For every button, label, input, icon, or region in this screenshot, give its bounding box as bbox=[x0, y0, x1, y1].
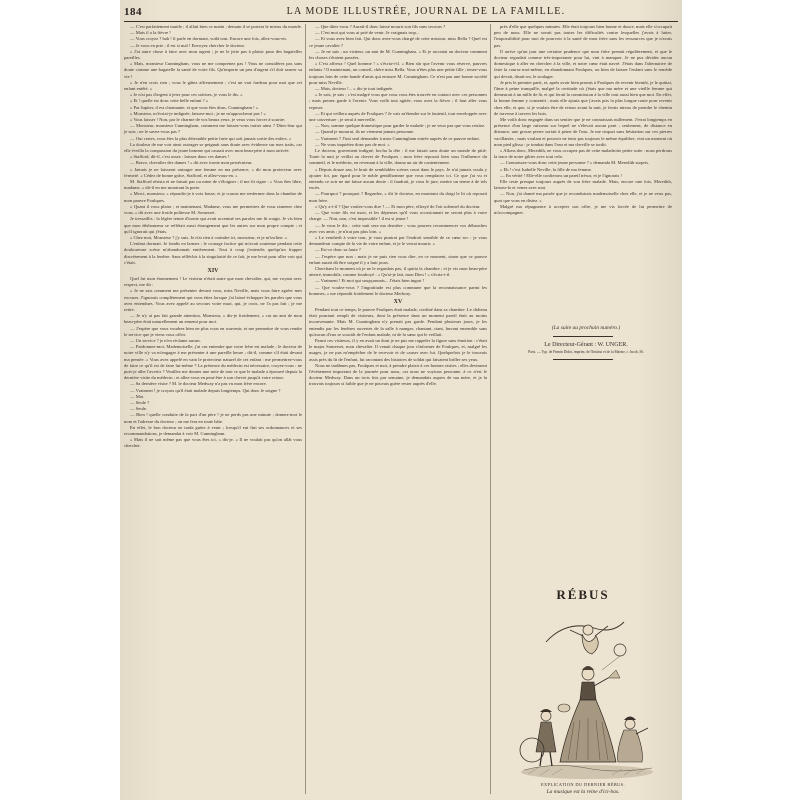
paragraph: — Connaissez-vous donc cette jeune personne ? » demanda M. Meredith surpris. bbox=[500, 160, 650, 166]
paragraph: — Mais, docteur !... » dis-je tout indignée. bbox=[315, 86, 394, 92]
col1-chapter-paragraphs bbox=[124, 276, 302, 450]
printer-imprint: Paris. — Typ. de Firmin Didot, imprim. de l'Institut et de la Marine, r. Jacob, 56. bbox=[528, 350, 644, 354]
paragraph: — J'espère que vous voudrez bien ne plus vous en souvenir, et me permettre de vous rendre le service que je viens vous offrir. bbox=[124, 325, 302, 337]
right-child-figure bbox=[618, 717, 648, 763]
tambourine bbox=[558, 704, 570, 712]
paragraph: « C'est affreux ! Quel homme ! » s'écria-t-il. « Bien sûr que l'avenir vous réserve, pauvres enfants ! Il maintenant, un conseil, chère miss Bella. Vous n'êtes plus une petite fille ; tenez-vous toujours loin de cette bande d'amis qui entoure M. Cunningham. Ce n'est pas une bonne société pour miss Neville. bbox=[309, 61, 487, 85]
paragraph: Cherchant le moment où je ne le regardais pas, il quitta la chambre ; et je vis mon beau-père atterré, immobile, comme foudroyé : « Qu'ai-je fait, mon Dieu ! » s'écria-t-il. bbox=[309, 265, 487, 278]
paragraph: — Est-ce donc sa faute ? bbox=[315, 247, 361, 253]
paragraph: « Je n'ai pas d'argent à jeter pour ces sottises, je vous le dis. » bbox=[130, 92, 243, 98]
paragraph: L'enfant dormait. Je fondis en larmes ; le courage factice qui m'avait soutenue pendant cette douloureuse scène m'abandonnait entièrement. Tout à coup j'entendis quelqu'un frapper discrètement à la fenêtre. Sans réfléchir à la singularité de ce fait, je me levai pour aller voir qui c'était. bbox=[124, 241, 302, 265]
lady-hair bbox=[582, 666, 594, 670]
paragraph: Quel fut mon étonnement ! Le visiteur n'était autre que mon chevalier, qui, me voyant avec respect, me dit : bbox=[124, 275, 302, 288]
paragraph: Je tressaillis : la légère teinte d'ironie qui avait accentué ses paroles me fit rougir. Je vis bien que mon déshonneur se reflétait aussi étrangement que les autres sur mon propre compte ; et qu'il ignorait qui j'étais. bbox=[124, 216, 302, 234]
paragraph: — Je n'y ai pas fait grande attention, Monsieur, » dis-je froidement, « car un ami de mon beau-père était naturellement un ennemi pour moi. bbox=[124, 313, 302, 325]
rebus-caption bbox=[494, 782, 672, 794]
left-child-head bbox=[541, 711, 551, 721]
paragraph: M. Stafford résista et ne faisait pas ou mine de s'éloigner ; il me fit signe : « Vous êtes libre, madame, » dit-il en me montrant la porte. bbox=[124, 179, 302, 191]
child-head bbox=[583, 625, 593, 635]
child-dress bbox=[582, 634, 598, 654]
paragraph: « Monsieur, m'écriai-je indignée, laissez-moi ; je ne m'approcherai pas ! » bbox=[130, 110, 266, 116]
paragraph: — Pourquoi ? pourquoi ? Regardez, » dit le docteur, en montrant du doigt le lit où reposait mon frère. bbox=[309, 191, 487, 203]
paragraph: — Bien ! quelle conduite de la part d'un père ! je ne perds pas une minute ; donnez-moi le nom et l'adresse du docteur ; on me fera en toute hâte. bbox=[124, 412, 302, 424]
running-head bbox=[120, 6, 682, 22]
col1-top-paragraphs bbox=[124, 24, 302, 117]
paragraph: — Je ne sais ; un visiteur, un ami de M. Cunningham. » Et je racontai au docteur comment les choses s'étaient passées. bbox=[309, 48, 487, 61]
paragraph: — Monsieur, monsieur Cunningham, comment me laissez-vous traiter ainsi ? Dites-leur qui je suis ; ne le savez-vous pas ? bbox=[124, 123, 302, 135]
rebus-explanation-heading: EXPLICATION DU DERNIER RÉBUS. bbox=[540, 782, 626, 787]
chapter-heading-xv: XV bbox=[393, 298, 403, 305]
text-column-1 bbox=[124, 24, 302, 794]
ground-shadow bbox=[521, 765, 653, 779]
paragraph: « Merci, monsieur, » répondis-je à voix basse, et je courus me renfermer dans la chambre de mon pauvre Foulques. bbox=[124, 191, 302, 203]
paragraph: — Seule. bbox=[130, 406, 148, 412]
lady-arm bbox=[594, 678, 608, 686]
paragraph: En effet, le bon docteur ne tarda guère à venir ; lorsqu'il eut fini ses ordonnances et ses recommandations, je demandai à voir M. Cunningham. bbox=[124, 424, 302, 436]
paragraph: — C'est moi qui vous ai prié de venir. Je craignais trop... bbox=[315, 30, 420, 36]
paragraph: — Je vous le dis : cette nuit sera ma dernière ; vous pourrez recommencer vos débauches avec vos amis ; je n'irai pas plus loin. » bbox=[309, 222, 487, 234]
paragraph: — C'est parfaitement inutile ; il allait bien ce matin ; demain il se portera le mieux du monde. bbox=[130, 24, 302, 29]
balloon-string bbox=[602, 656, 620, 670]
paragraph: — Vous croyez ? bah ! il parle en dormant, voilà tout. Encore une fois, allez-vous-en. bbox=[130, 36, 287, 42]
paragraph: — Vraiment ! je croyais qu'il était malade depuis longtemps. Qui donc le soigne ? bbox=[130, 387, 281, 393]
paragraph: « Chez moi, Monsieur ? j'y suis. Je n'ai rien à craindre ici, monsieur, et je m'incline. » bbox=[130, 234, 288, 240]
text-column-3 bbox=[494, 24, 672, 794]
rebus-title: RÉBUS bbox=[556, 587, 610, 602]
lady-figure bbox=[560, 666, 620, 762]
paragraph: — Moi. bbox=[130, 393, 145, 399]
col2-chapter-paragraphs bbox=[309, 307, 487, 388]
lady-bodice bbox=[580, 682, 596, 700]
paragraph: — J'espère que non ; mais je ne puis rien vous dire, en ce moment, sinon que ce pauvre enfant aurait dû être soigné il y a huit jours. bbox=[309, 253, 487, 265]
rebus-engraving bbox=[516, 612, 658, 780]
paragraph: « Stafford, dit-il, c'est assez : laissez donc ces dames ! bbox=[130, 154, 230, 160]
col3-paragraphs bbox=[494, 24, 672, 324]
journal-title: LA MODE ILLUSTRÉE, JOURNAL DE LA FAMILLE. bbox=[286, 6, 566, 17]
right-child-arm bbox=[636, 728, 648, 734]
right-child-dress bbox=[618, 730, 643, 762]
paragraph: « Je ne sais comment me présenter devant vous, miss Neville, mais vous faire agréer mes excuses. J'ignorais complètement qui vous étiez lorsque j'ai laissé échapper les paroles que vous avez entendues. Vous avez appelé au secours votre mari, qui, je crois, ne l'a pas fait ; je me retire. bbox=[124, 288, 302, 312]
paragraph: « Mais il ne sait même pas que vous êtes ici, » dis-je. « Il ne voulait pas qu'on allât vous chercher. bbox=[124, 437, 302, 449]
paragraph: « Par Jupiter, il est charmante, et que vous êtes donc, Cunningham ! » bbox=[130, 104, 259, 110]
text-column-2 bbox=[309, 24, 487, 794]
paragraph: — Que dites-vous ? Aurait-il donc laissé mourir son fils sans secours ? bbox=[315, 24, 446, 29]
continuation-note: (La suite au prochain numéro.) bbox=[551, 325, 621, 331]
left-child-leg bbox=[550, 752, 552, 766]
col2-top-paragraphs bbox=[309, 24, 487, 297]
fan bbox=[608, 670, 620, 678]
paragraph: Je pris le premier parti, et, après avoir bien promis à Foulques de revenir bientôt, je le quittai, l'âme à peine tranquille, malgré la certitude où j'étais que ma mère et une vieille femme qui demeurait à un mille de là, et qui ferait la commission à la ville tout aussi bien que moi. En effet, la bonne femme y consentit ; mais elle ajouta que j'avais pris la plus longue route pour revenir chez elle, et que, si je voulais être de retour avant la nuit, je ferais mieux de prendre le chemin de traverse à travers les bois. bbox=[494, 79, 672, 116]
paragraph: — Que votre fils est mort, et les dépenses qu'il vous occasionnait ne seront plus à votre charge. — Non, non, c'est impossible ! il est si jeune ! bbox=[309, 210, 487, 222]
header-rule bbox=[124, 21, 678, 22]
paragraph: « Jamais je ne laisserai outrager une femme en ma présence, » dit mon protecteur avec fermeté. « Cédez de bonne grâce, Stafford, et allez-vous-en. » bbox=[124, 166, 302, 178]
left-child-hat bbox=[540, 709, 552, 712]
paragraph: Me voilà donc engagée dans un sentier que je ne connaissais nullement. J'errai longtemps en présence d'un large ruisseau sur lequel ne s'élevait aucun pont ; seulement, de distance en distance, une grosse pierre sortait à peine de l'eau. Je me risquai sans hésitation sur ces pierres vacillantes ; mais voulant et pouvoir ne tenir pas toujours le même équilibre, vint un moment où mon pied glissa : je tombai dans l'eau et ma cheville se tordit. bbox=[494, 117, 672, 147]
paragraph: — Ne vous inquiétez donc pas de moi. » bbox=[315, 141, 390, 147]
paragraph: — Je vous en prie ; il est si mal ! Envoyez chercher le docteur. bbox=[130, 42, 245, 48]
paragraph: — Un service ? je n'en réclame aucun. bbox=[130, 337, 201, 343]
page-number: 184 bbox=[124, 6, 142, 18]
paragraph: — Et vous avez bien fait. Qui donc avez-vous chargé de cette mission, miss Bella ? Quel est ce jeune cavalier ? bbox=[309, 36, 487, 48]
divider-rule bbox=[553, 359, 613, 360]
paragraph: — Pardonnez-moi, Mademoiselle, j'ai cru entendre que votre frère est malade ; le docteur de notre ville n'y va m'engager à me présenter à une pareille heure ; dit-il, comme s'il était devant ma pensée. « Vous avez appelé en vain le protecteur naturel de cet enfant : me permettrez-vous de faire ce qu'il est de faire lui-même ? La présence du médecin est nécessaire, croyez-vous : ne puis-je aller l'avertir ? Veuillez me donner une note de tout ce que le malade a éprouvé depuis la dernière visite du médecin ; et allez-vous en peut-être à son chevet jusqu'à votre retour. bbox=[124, 344, 302, 381]
paragraph: Malgré ma répugnance à accepter son offre, je me vis forcée de lui permettre de m'accompagner. bbox=[494, 203, 672, 216]
paragraph: « Eh ! c'est Isabelle Neville, la fille de ma femme. bbox=[500, 166, 592, 172]
paragraph: — En vérité ! Elle-elle confierons un pareil trésor, et je l'ignorais ! bbox=[500, 172, 622, 178]
paragraph: — Oui certes, vous êtes la plus détestable petite furie qui soit jamais sortie des enfers. » bbox=[130, 135, 292, 141]
rebus-solution: La musique est la reine d'ici-bas. bbox=[546, 789, 620, 794]
paragraph: « Et ! quelle est donc cette belle enfant ? » bbox=[130, 98, 209, 104]
paragraph: — Sa dernière visite ? M. le docteur Medway n'a pas vu mon frère encore. bbox=[130, 381, 267, 387]
paragraph: — Quand je mourrai, ils ne viennent jamais personne. bbox=[315, 129, 415, 135]
col1-middle-paragraphs bbox=[124, 117, 302, 266]
paragraph: Le docteur, gravement indigné, hocha la tête : il me faisait sans doute un monde de pitié. Toute la nuit je veillai au chevet de Foulques ; mon frère reposait bien sous l'influence du sommeil, et le médecin, en revenant à la ville, donna un air de contentement. bbox=[309, 148, 487, 166]
paragraph: — Vraiment ! Et moi qui soupçonnais... J'étais bien ingrat ! bbox=[315, 278, 425, 284]
column-divider bbox=[490, 24, 491, 794]
paragraph: — Bravo, chevalier des dames ! » dit avec ironie mon persécuteur. bbox=[130, 160, 253, 166]
paragraph: « Depuis douze ans, le bruit de semblables scènes court dans le pays. Je n'ai jamais voulu y ajouter foi, par égard pour le noble gentilhomme que vous remplacez ici. Ce que j'ai vu et entendu ce soir ne me laisse aucun doute : il faudrait, je vous le jure, mettre un terme à de tels excès. bbox=[309, 166, 487, 191]
paragraph: — Non, j'ai donné ma parole que je reconduirais mademoiselle chez elle, et je ne veux pas, quoi que vous en disiez. » bbox=[494, 191, 672, 203]
paragraph: « Quant il vous plaira ; et maintenant, Madame, vous me permettrez de vous ramener chez vous, » dit avec une froide politesse M. Somerset. bbox=[124, 203, 302, 216]
paragraph: « Le vendredi à votre tour, je vous punirai par l'endroit sensible de ce cœur sec : je vous demanderai compte de la vie de votre enfant, et je le verrai mourir. » bbox=[309, 234, 487, 247]
paragraph: — Et qui veillera auprès de Foulques ? Je vais m'étendre sur le fauteuil, tout enveloppée avec une couverture ; je serai à merveille. bbox=[309, 110, 487, 123]
balloon bbox=[614, 644, 626, 656]
paragraph: « Qu'y a-t-il ? Que voulez-vous dire ? — Et mon père, effrayé de l'air solennel du docteur. bbox=[315, 203, 481, 209]
paragraph: Elle reste presque toujours auprès de son frère malade. Mais, encore une fois, Meredith, laissez-la et venez avec moi. bbox=[494, 179, 672, 191]
paragraph: — Vraiment ? J'irai seul demander à miss Cunningham entrée auprès de ce pauvre enfant. bbox=[315, 135, 480, 141]
paragraph: « Allons donc, Meredith, ne vous occupez pas de cette maladroite petite sotte : nous perdrons la trace de notre gibier avec tout cela. bbox=[494, 148, 672, 160]
publisher-credit: Le Directeur-Gérant : W. UNGER. bbox=[544, 342, 628, 348]
right-child-hair bbox=[624, 717, 636, 721]
paragraph: « Mais, monsieur Cunningham, vous ne me comprenez pas ! Vous ne considérez pas sans doute comme une bagatelle la santé de votre fils. Qu'importe un peu d'argent s'il doit sauver sa vie ! bbox=[124, 61, 302, 79]
paragraph: Pendant tout ce temps, le pauvre Foulques était malade, confiné dans sa chambre. Le château était pourtant rempli de visiteurs, dont la présence dans un moment pareil était au moins inconvenante. Mais M. Cunningham n'y prenait pas garde. Pendant plusieurs jours, je les entendis par les fenêtres ouvertes de la salle à manger, chantant, riant, buvant ensemble sans qu'aucun d'eux se souciât de l'enfant malade, ni de la sœur qui le veillait. bbox=[309, 306, 487, 337]
paragraph: Parmi ces visiteurs, il y en avait un dont je ne pus me rappeler la figure sans émotion : c'était le major Somerset, mon chevalier. Il venait chaque jour s'informer de Foulques, et, malgré les usages, je ne pus m'empêcher de le recevoir et de causer avec lui. Quelquefois je le trouvais assis près du lit de l'enfant, lui racontant des histoires de soldat qui faisaient briller ses yeux. bbox=[309, 337, 487, 362]
magazine-page bbox=[120, 0, 682, 800]
paragraph: « J'ai autre chose à faire avec mon argent ; je ne le jette pas à plaisir pour des bagatelles pareilles. bbox=[124, 48, 302, 61]
paragraph: Il arrive qu'un jour une certaine prudence que mon frère prenait régulièrement, et que le docteur regardait comme très-importante pour lui, vint à manquer. Je ne pus décider aucun domestique à aller en chercher à la ville, et notre cœur était navré. J'étais dans l'alternative de faire la course moi-même, en abandonnant Foulques, ou bien de laisser l'enfant sans le remède qui devait, disait-on, le soulager. bbox=[494, 48, 672, 79]
divider-rule bbox=[553, 336, 613, 337]
left-child-figure bbox=[520, 709, 556, 766]
paragraph: — Que voulez-vous ? l'ingratitude est plus commune que la reconnaissance parmi les hommes, » me répondit froidement le docteur Medway. bbox=[309, 284, 487, 296]
paragraph: « Vous laisser ! Non, par le charme de vos beaux yeux, je veux vous forcer à sourire. bbox=[130, 117, 286, 123]
flying-child-figure bbox=[546, 622, 626, 670]
paragraph: Nous ne tardâmes pas, Foulques et moi, à prendre plaisir à ces bonnes visites ; elles devinrent l'événement important de la journée pour nous, car nous ne voyions personne, à ce n'est le docteur Medway. Dans un trois fois par semaine, je demandais aupres de ma mère, et je la trouvais toujours si faible que je ne pouvais guère rester auprès d'elle. bbox=[309, 362, 487, 387]
paragraph: « Je sais, je sais ; c'est malgré vous que vous vous êtes trouvée en contact avec ces personnes ; mais prenez garde à l'avenir. Vous voilà tout agitée, vous avez la fièvre ; il faut aller vous reposer. bbox=[309, 92, 487, 110]
paragraph: près d'elle que quelques minutes. Elle était toujours bien bonne et douce, mais elle s'occupait peu de nous. Elle ne savait pas toutes les difficultés contre lesquelles j'avais à lutter, l'impossibilité pour moi de pourvoir à la santé de mon frère sans les ressources que je n'avais pas. bbox=[494, 24, 672, 48]
paragraph: — Non, somme quelque domestique pour garder le malade ; je ne veux pas que vous restiez. bbox=[315, 123, 486, 129]
paragraph: La douleur de me voir ainsi outrager se peignait sans doute avec évidence sur mes traits, car elle éveilla la compassion du jeune homme qui causait avec mon beau-père à mon arrivée. bbox=[124, 141, 302, 154]
left-child-coat bbox=[536, 722, 556, 752]
paragraph: « Je n'en crois rien ; vous le gâtez affreusement ; c'est un vrai fardeau pour moi que cet enfant entêté. » bbox=[124, 79, 302, 92]
column-divider bbox=[305, 24, 306, 794]
chapter-heading-xiv: XIV bbox=[207, 267, 219, 274]
right-child-head bbox=[625, 719, 635, 729]
paragraph: — Mais il a la fièvre ! bbox=[130, 30, 171, 36]
paragraph: — Seule ? bbox=[130, 399, 150, 405]
